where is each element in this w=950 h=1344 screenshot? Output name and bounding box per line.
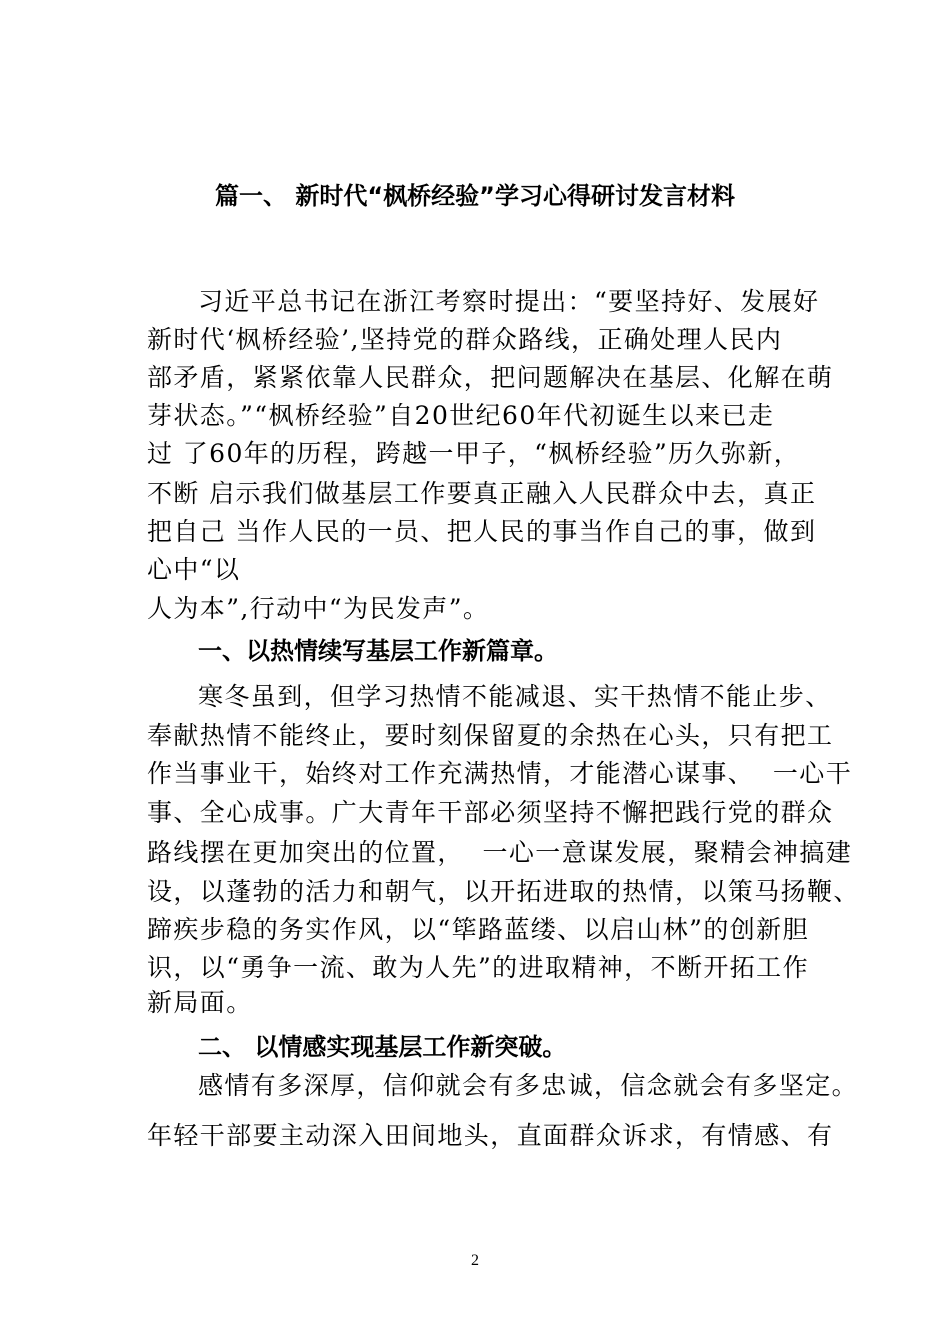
paragraph-line: 人为本”,行动中“为民发声”。 xyxy=(147,594,490,623)
paragraph-line: 新局面。 xyxy=(147,988,253,1017)
paragraph-line: 年轻干部要主动深入田间地头，直面群众诉求，有情感、有 xyxy=(147,1121,834,1150)
paragraph-line: 过 了60年的历程，跨越一甲子，“枫桥经验”历久弥新， xyxy=(147,439,801,468)
section-heading-2: 二、 以情感实现基层工作新突破。 xyxy=(198,1033,567,1061)
paragraph-line: 作当事业干，始终对工作充满热情，才能潜心谋事、 一心干 xyxy=(147,759,853,788)
paragraph-line: 事、全心成事。广大青年干部必须坚持不懈把践行党的群众 xyxy=(147,798,834,827)
paragraph-line: 习近平总书记在浙江考察时提出：“要坚持好、发展好 xyxy=(198,287,820,316)
paragraph-line: 设，以蓬勃的活力和朝气，以开拓进取的热情，以策马扬鞭、 xyxy=(147,877,860,906)
paragraph-line: 感情有多深厚，信仰就会有多忠诚，信念就会有多坚定。 xyxy=(198,1071,859,1100)
paragraph-line: 识，以“勇争一流、敢为人先”的进取精神，不断开拓工作 xyxy=(147,953,809,982)
paragraph-line: 心中“以 xyxy=(147,555,241,584)
paragraph-line: 新时代‘枫桥经验’,坚持党的群众路线，正确处理人民内 xyxy=(147,325,783,354)
page-number: 2 xyxy=(471,1252,479,1269)
section-heading-1: 一、以热情续写基层工作新篇章。 xyxy=(198,637,558,665)
paragraph-line: 路线摆在更加突出的位置， 一心一意谋发展，聚精会神搞建 xyxy=(147,838,853,867)
paragraph-line: 不断 启示我们做基层工作要真正融入人民群众中去，真正 xyxy=(147,479,817,508)
paragraph-line: 芽状态。”“枫桥经验”自20世纪60年代初诞生以来已走 xyxy=(147,401,775,430)
paragraph-line: 寒冬虽到，但学习热情不能减退、实干热情不能止步、 xyxy=(198,682,832,711)
paragraph-line: 把自己 当作人民的一员、把人民的事当作自己的事，做到 xyxy=(147,517,817,546)
paragraph-line: 蹄疾步稳的务实作风，以“筚路蓝缕、以启山林”的创新胆 xyxy=(147,915,809,944)
document-title: 篇一、 新时代“枫桥经验”学习心得研讨发言材料 xyxy=(215,182,735,210)
paragraph-line: 部矛盾，紧紧依靠人民群众，把问题解决在基层、化解在萌 xyxy=(147,363,834,392)
paragraph-line: 奉献热情不能终止，要时刻保留夏的余热在心头，只有把工 xyxy=(147,721,834,750)
